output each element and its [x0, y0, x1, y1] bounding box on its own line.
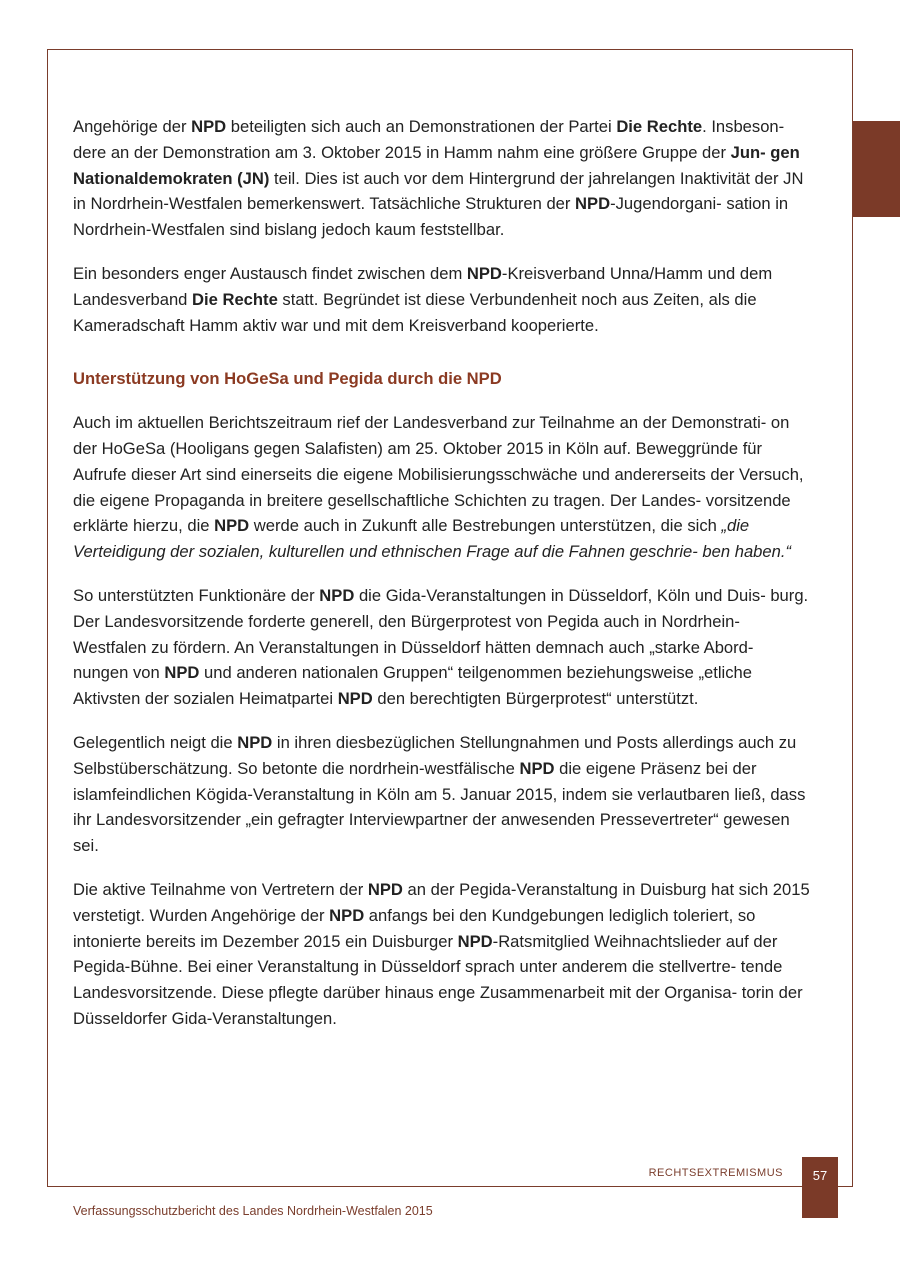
paragraph-2 — [73, 261, 811, 338]
text: teil. Dies ist auch vor dem Hintergrund der jahrelangen Inaktivität der JN in Nordrhein-Westfalen bemerkenswert. Tatsächliche Strukturen der — [73, 168, 804, 214]
bold-text: Jun- gen Nationaldemokraten (JN) — [73, 142, 800, 188]
bold-text: NPD — [519, 758, 555, 778]
section-label: RECHTSEXTREMISMUS — [648, 1167, 783, 1179]
bold-text: NPD — [214, 516, 250, 536]
text: an der Pegida-Veranstaltung in Duisburg hat sich 2015 verstetigt. Wurden Angehörige der — [73, 879, 810, 925]
bold-text: NPD — [191, 117, 227, 136]
quote-text: „die Verteidigung der sozialen, kulturellen und ethnischen Frage auf die Fahnen geschrie- ben haben.“ — [73, 516, 791, 562]
text: Ein besonders enger Austausch findet zwischen dem — [73, 263, 467, 283]
text: -Jugendorgani- sation in Nordrhein-Westfalen sind bislang jedoch kaum feststellbar. — [73, 194, 789, 240]
text: So unterstützten Funktionäre der — [73, 585, 320, 605]
text: Auch im aktuellen Berichtszeitraum rief der Landesverband zur Teilnahme an der Demonstrati- on der HoGeSa (Hooligans gegen Salafisten) am 25. Oktober 2015 in Köln auf. Beweggründe für Aufrufe dieser Art sind einerseits die eigene Mobilisierungsschwäche und andererseits der Versuch, die eigene Propaganda in breitere gesellschaftliche Schichten zu tragen. Der Landes- vorsitzende erklärte hierzu, die — [73, 413, 804, 536]
bold-text: Die Rechte — [616, 117, 703, 136]
page-number: 57 — [802, 1157, 838, 1218]
text: den berechtigten Bürgerprotest“ unterstützt. — [372, 689, 699, 709]
paragraph-5 — [73, 730, 811, 859]
chapter-side-tab — [853, 121, 900, 217]
text: Die aktive Teilnahme von Vertretern der — [73, 879, 368, 899]
paragraph-1 — [73, 114, 811, 243]
text: Angehörige der — [73, 117, 192, 136]
bold-text: NPD — [237, 732, 273, 752]
text: die eigene Präsenz bei der islamfeindlichen Kögida-Veranstaltung in Köln am 5. Januar 2015, indem sie verlautbaren ließ, dass ihr Landesvorsitzender „ein gefragter Interviewpartner der anwesenden Pressevertreter“ gewesen sei. — [73, 758, 806, 856]
section-heading: Unterstützung von HoGeSa und Pegida durch die NPD — [73, 369, 502, 389]
text: und anderen nationalen Gruppen“ teilgenommen beziehungsweise „etliche Aktivsten der sozialen Heimatpartei — [73, 663, 752, 709]
text: statt. Begründet ist diese Verbundenheit noch aus Zeiten, als die Kameradschaft Hamm aktiv war und mit dem Kreisverband kooperierte. — [73, 289, 757, 335]
text: . Insbeson- dere an der Demonstration am 3. Oktober 2015 in Hamm nahm eine größere Gruppe der — [73, 117, 785, 162]
text: -Kreisverband Unna/Hamm und dem Landesverband — [73, 263, 773, 309]
bold-text: NPD — [575, 194, 611, 214]
text: werde auch in Zukunft alle Bestrebungen unterstützen, die sich — [249, 516, 722, 536]
bold-text: NPD — [164, 663, 200, 683]
text: beteiligten sich auch an Demonstrationen der Partei — [226, 117, 617, 136]
text: die Gida-Veranstaltungen in Düsseldorf, Köln und Duis- burg. Der Landesvorsitzende forderte generell, den Bürgerprotest von Pegida auch in Nordrhein- Westfalen zu fördern. An Veranstaltungen in Düsseldorf hätten demnach auch „starke Abord- nungen von — [73, 585, 809, 683]
bold-text: NPD — [319, 585, 355, 605]
bold-text: NPD — [367, 879, 403, 899]
footer-text: Verfassungsschutzbericht des Landes Nordrhein-Westfalen 2015 — [73, 1204, 433, 1218]
bold-text: NPD — [329, 905, 365, 925]
bold-text: NPD — [337, 689, 373, 709]
paragraph-4 — [73, 583, 811, 712]
text: anfangs bei den Kundgebungen lediglich toleriert, so intonierte bereits im Dezember 2015 ein Duisburger — [73, 905, 756, 951]
bold-text: NPD — [457, 931, 493, 951]
page-content — [73, 114, 811, 1050]
text: -Ratsmitglied Weihnachtslieder auf der Pegida-Bühne. Bei einer Veranstaltung in Düsseldorf sprach unter anderem die stellvertre- tende Landesvorsitzende. Diese pflegte darüber hinaus enge Zusammenarbeit mit der Organisa- torin der Düsseldorfer Gida-Veranstaltungen. — [73, 931, 803, 1028]
text: in ihren diesbezüglichen Stellungnahmen und Posts allerdings auch zu Selbstüberschätzung. So betonte die nordrhein-westfälische — [73, 732, 797, 778]
bold-text: NPD — [466, 263, 502, 283]
bold-text: Die Rechte — [192, 289, 278, 309]
text: Gelegentlich neigt die — [73, 732, 238, 752]
paragraph-3 — [73, 410, 811, 565]
paragraph-6 — [73, 877, 811, 1032]
